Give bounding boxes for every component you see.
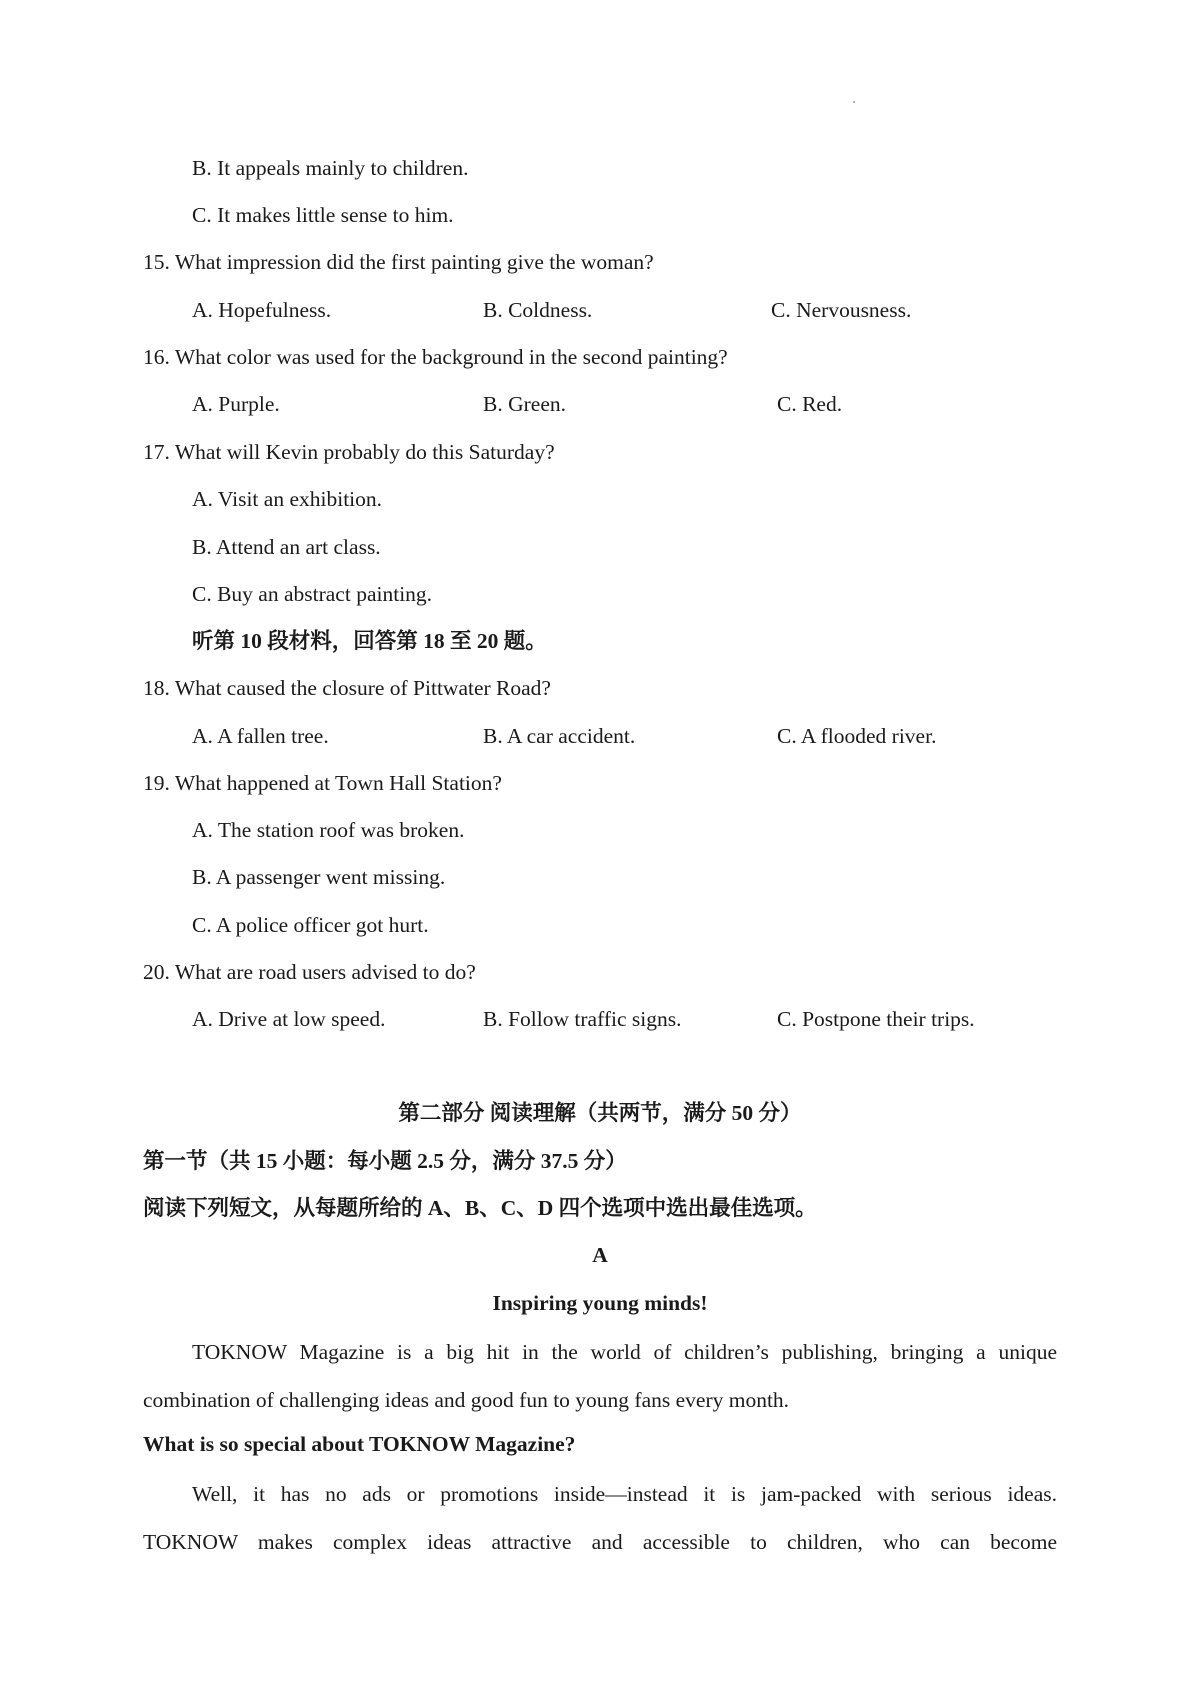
q18-option-c: C. A flooded river. — [777, 724, 937, 748]
paragraph-1-line-2: combination of challenging ideas and good fun to young fans every month. — [143, 1387, 790, 1412]
q17-question: 17. What will Kevin probably do this Saturday? — [143, 440, 555, 464]
q19-option-b: B. A passenger went missing. — [192, 865, 446, 889]
q17-option-b: B. Attend an art class. — [192, 535, 381, 559]
passage-letter: A — [592, 1243, 608, 1267]
q20-question: 20. What are road users advised to do? — [143, 960, 476, 984]
q16-option-c: C. Red. — [777, 392, 843, 416]
q20-option-b: B. Follow traffic signs. — [483, 1007, 682, 1031]
q19-question: 19. What happened at Town Hall Station? — [143, 771, 502, 795]
part-two-title: 第二部分 阅读理解（共两节，满分 50 分） — [398, 1101, 802, 1125]
q20-option-c: C. Postpone their trips. — [777, 1007, 975, 1031]
passage-paragraph-1 — [143, 1329, 1057, 1424]
q16-question: 16. What color was used for the background in the second painting? — [143, 345, 728, 369]
q15-option-b: B. Coldness. — [483, 298, 593, 322]
paragraph-1-line-1: TOKNOW Magazine is a big hit in the world of children’s publishing, bringing a unique — [192, 1340, 1057, 1364]
scan-speck — [853, 101, 855, 103]
paragraph-2-line-1: Well, it has no ads or promotions inside—instead it is jam-packed with serious ideas. — [192, 1482, 1057, 1506]
q17-option-c: C. Buy an abstract painting. — [192, 582, 433, 606]
passage-paragraph-2 — [143, 1471, 1057, 1566]
q18-question: 18. What caused the closure of Pittwater Road? — [143, 676, 551, 700]
passage-title: Inspiring young minds! — [492, 1291, 708, 1315]
q15-question: 15. What impression did the first painting give the woman? — [143, 250, 654, 274]
q16-option-a: A. Purple. — [192, 392, 280, 416]
q15-option-a: A. Hopefulness. — [192, 298, 332, 322]
q14-option-b: B. It appeals mainly to children. — [192, 156, 469, 180]
paragraph-2-line-2: TOKNOW makes complex ideas attractive and accessible to children, who can become — [143, 1529, 1057, 1554]
reading-instruction: 阅读下列短文，从每题所给的 A、B、C、D 四个选项中选出最佳选项。 — [143, 1196, 817, 1220]
q18-option-a: A. A fallen tree. — [192, 724, 329, 748]
q19-option-a: A. The station roof was broken. — [192, 818, 465, 842]
q14-option-c: C. It makes little sense to him. — [192, 203, 454, 227]
section-one-heading: 第一节（共 15 小题：每小题 2.5 分，满分 37.5 分） — [143, 1149, 627, 1173]
q20-option-a: A. Drive at low speed. — [192, 1007, 386, 1031]
section-10-instruction: 听第 10 段材料，回答第 18 至 20 题。 — [192, 629, 547, 653]
passage-subheading: What is so special about TOKNOW Magazine? — [143, 1432, 576, 1456]
q17-option-a: A. Visit an exhibition. — [192, 487, 383, 511]
q19-option-c: C. A police officer got hurt. — [192, 913, 429, 937]
q15-option-c: C. Nervousness. — [771, 298, 912, 322]
q16-option-b: B. Green. — [483, 392, 566, 416]
q18-option-b: B. A car accident. — [483, 724, 636, 748]
